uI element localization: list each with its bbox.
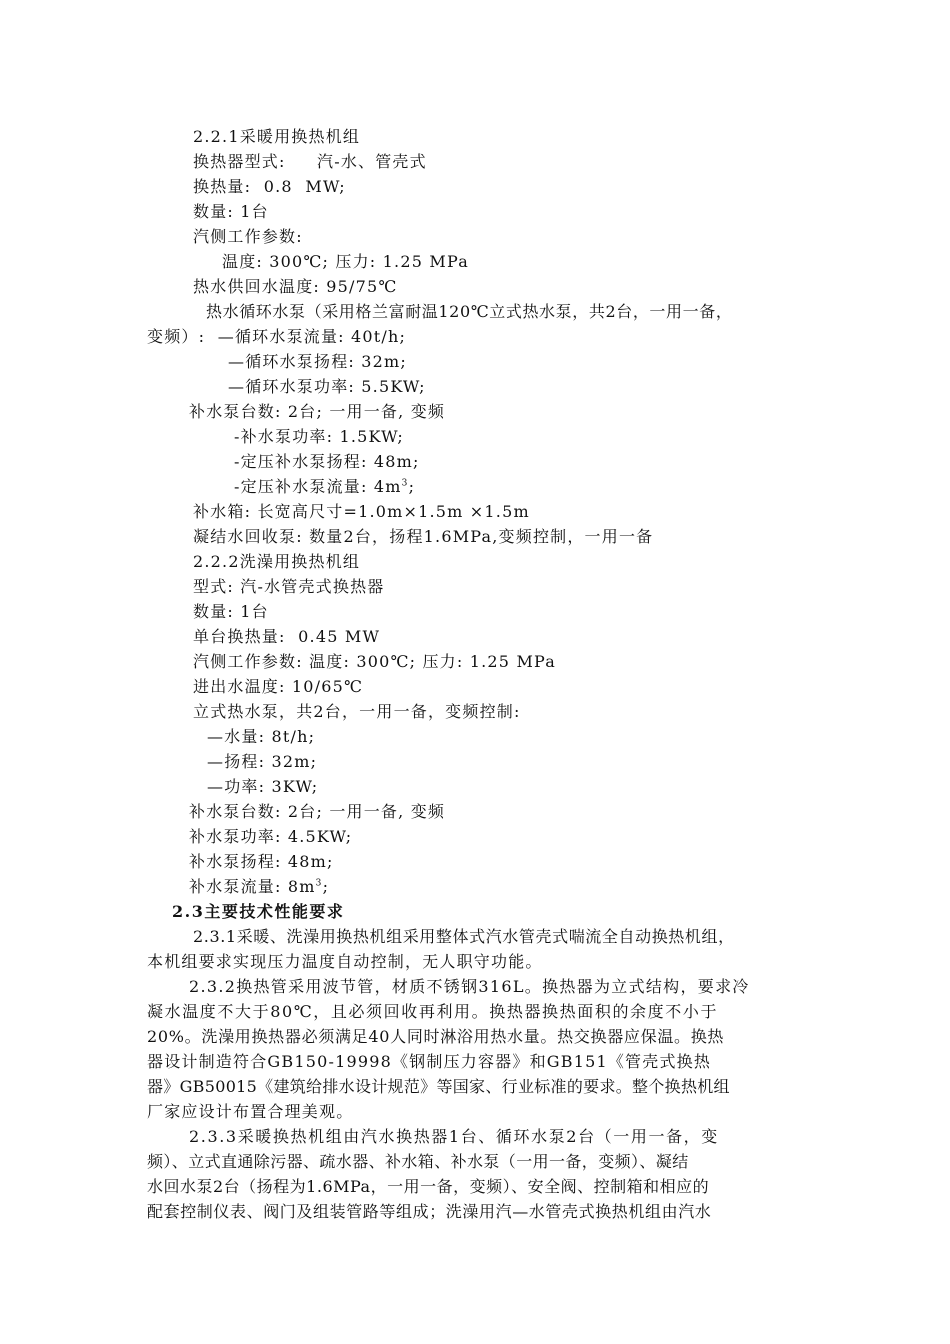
p232-line-1: 2.3.2换热管采用波节管，材质不锈钢316L。换热器为立式结构，要求冷 bbox=[189, 977, 750, 996]
p233-line-3: 水回水泵2台（扬程为1.6MPa，一用一备，变频）、安全阀、控制箱和相应的 bbox=[147, 1177, 710, 1196]
bath-makeup-flow: 补水泵流量: $8m^3$; bbox=[189, 877, 330, 896]
p232-line-5: 器》GB50015《建筑给排水设计规范》等国家、行业标准的要求。整个换热机组 bbox=[147, 1077, 730, 1096]
p233-line-1: 2.3.3采暖换热机组由汽水换热器1台、循环水泵2台（一用一备，变 bbox=[189, 1127, 719, 1146]
p231-line-1: 2.3.1采暖、洗澡用换热机组采用整体式汽水管壳式喘流全自动换热机组， bbox=[193, 927, 735, 946]
bath-pump-power: —功率: 3KW; bbox=[207, 777, 319, 796]
p232-line-3: 20%。洗澡用换热器必须满足40人同时淋浴用热水量。热交换器应保温。换热 bbox=[147, 1027, 725, 1046]
bath-pump-head: —扬程: 32m; bbox=[207, 752, 318, 771]
quantity-line: 数量: 1台 bbox=[193, 202, 269, 221]
bath-exchanger-type: 型式: 汽-水管壳式换热器 bbox=[193, 577, 385, 596]
exchanger-type-line: 换热器型式: 汽-水、管壳式 bbox=[193, 152, 427, 171]
circulation-pump-line-2: 变频）: —循环水泵流量: 40t/h; bbox=[147, 327, 407, 346]
p233-line-2: 频）、立式直通除污器、疏水器、补水箱、补水泵（一用一备，变频）、凝结 bbox=[147, 1152, 689, 1171]
bath-makeup-head: 补水泵扬程: 48m; bbox=[189, 852, 334, 871]
makeup-pump-head: -定压补水泵扬程: 48m; bbox=[234, 452, 420, 471]
steam-params-label: 汽侧工作参数: bbox=[193, 227, 303, 246]
p232-line-4: 器设计制造符合GB150-19998《钢制压力容器》和GB151《管壳式换热 bbox=[147, 1052, 712, 1071]
hot-water-temp-line: 热水供回水温度: 95/75℃ bbox=[193, 277, 398, 296]
p232-line-2: 凝水温度不大于80℃，且必须回收再利用。换热器换热面积的余度不小于 bbox=[147, 1002, 719, 1021]
condensate-pump-line: 凝结水回收泵: 数量2台，扬程1.6MPa,变频控制，一用一备 bbox=[193, 527, 654, 546]
bath-quantity: 数量: 1台 bbox=[193, 602, 269, 621]
steam-params-values: 温度: 300℃; 压力: 1.25 MPa bbox=[222, 252, 469, 271]
circulation-pump-power: —循环水泵功率: 5.5KW; bbox=[228, 377, 426, 396]
makeup-tank-line: 补水箱: 长宽高尺寸=1.0m×1.5m ×1.5m bbox=[193, 502, 530, 521]
bath-pump-flow: —水量: 8t/h; bbox=[207, 727, 316, 746]
p233-line-4: 配套控制仪表、阀门及组装管路等组成；洗澡用汽—水管壳式换热机组由汽水 bbox=[147, 1202, 712, 1221]
p231-line-2: 本机组要求实现压力温度自动控制，无人职守功能。 bbox=[147, 952, 543, 971]
circulation-pump-head: —循环水泵扬程: 32m; bbox=[228, 352, 407, 371]
bath-io-temp: 进出水温度: 10/65℃ bbox=[193, 677, 364, 696]
bath-pump-line: 立式热水泵，共2台，一用一备，变频控制: bbox=[193, 702, 521, 721]
section-2-2-1-title: 2.2.1采暖用换热机组 bbox=[193, 127, 361, 146]
makeup-pump-power: -补水泵功率: 1.5KW; bbox=[234, 427, 404, 446]
makeup-pump-flow: -定压补水泵流量: $4m^3$; bbox=[234, 477, 416, 496]
bath-makeup-power: 补水泵功率: 4.5KW; bbox=[189, 827, 353, 846]
makeup-pump-count: 补水泵台数: 2台; 一用一备, 变频 bbox=[189, 402, 446, 421]
bath-steam-params: 汽侧工作参数: 温度: 300℃; 压力: 1.25 MPa bbox=[193, 652, 557, 671]
p232-line-6: 厂家应设计布置合理美观。 bbox=[147, 1102, 354, 1121]
bath-makeup-count: 补水泵台数: 2台; 一用一备, 变频 bbox=[189, 802, 446, 821]
heat-capacity-line: 换热量: 0.8 MW; bbox=[193, 177, 346, 196]
section-2-3-title: 2.3主要技术性能要求 bbox=[172, 902, 345, 921]
section-2-2-2-title: 2.2.2洗澡用换热机组 bbox=[193, 552, 361, 571]
circulation-pump-line-1: 热水循环水泵（采用格兰富耐温120℃立式热水泵，共2台，一用一备， bbox=[206, 302, 733, 321]
bath-capacity: 单台换热量: 0.45 MW bbox=[193, 627, 381, 646]
